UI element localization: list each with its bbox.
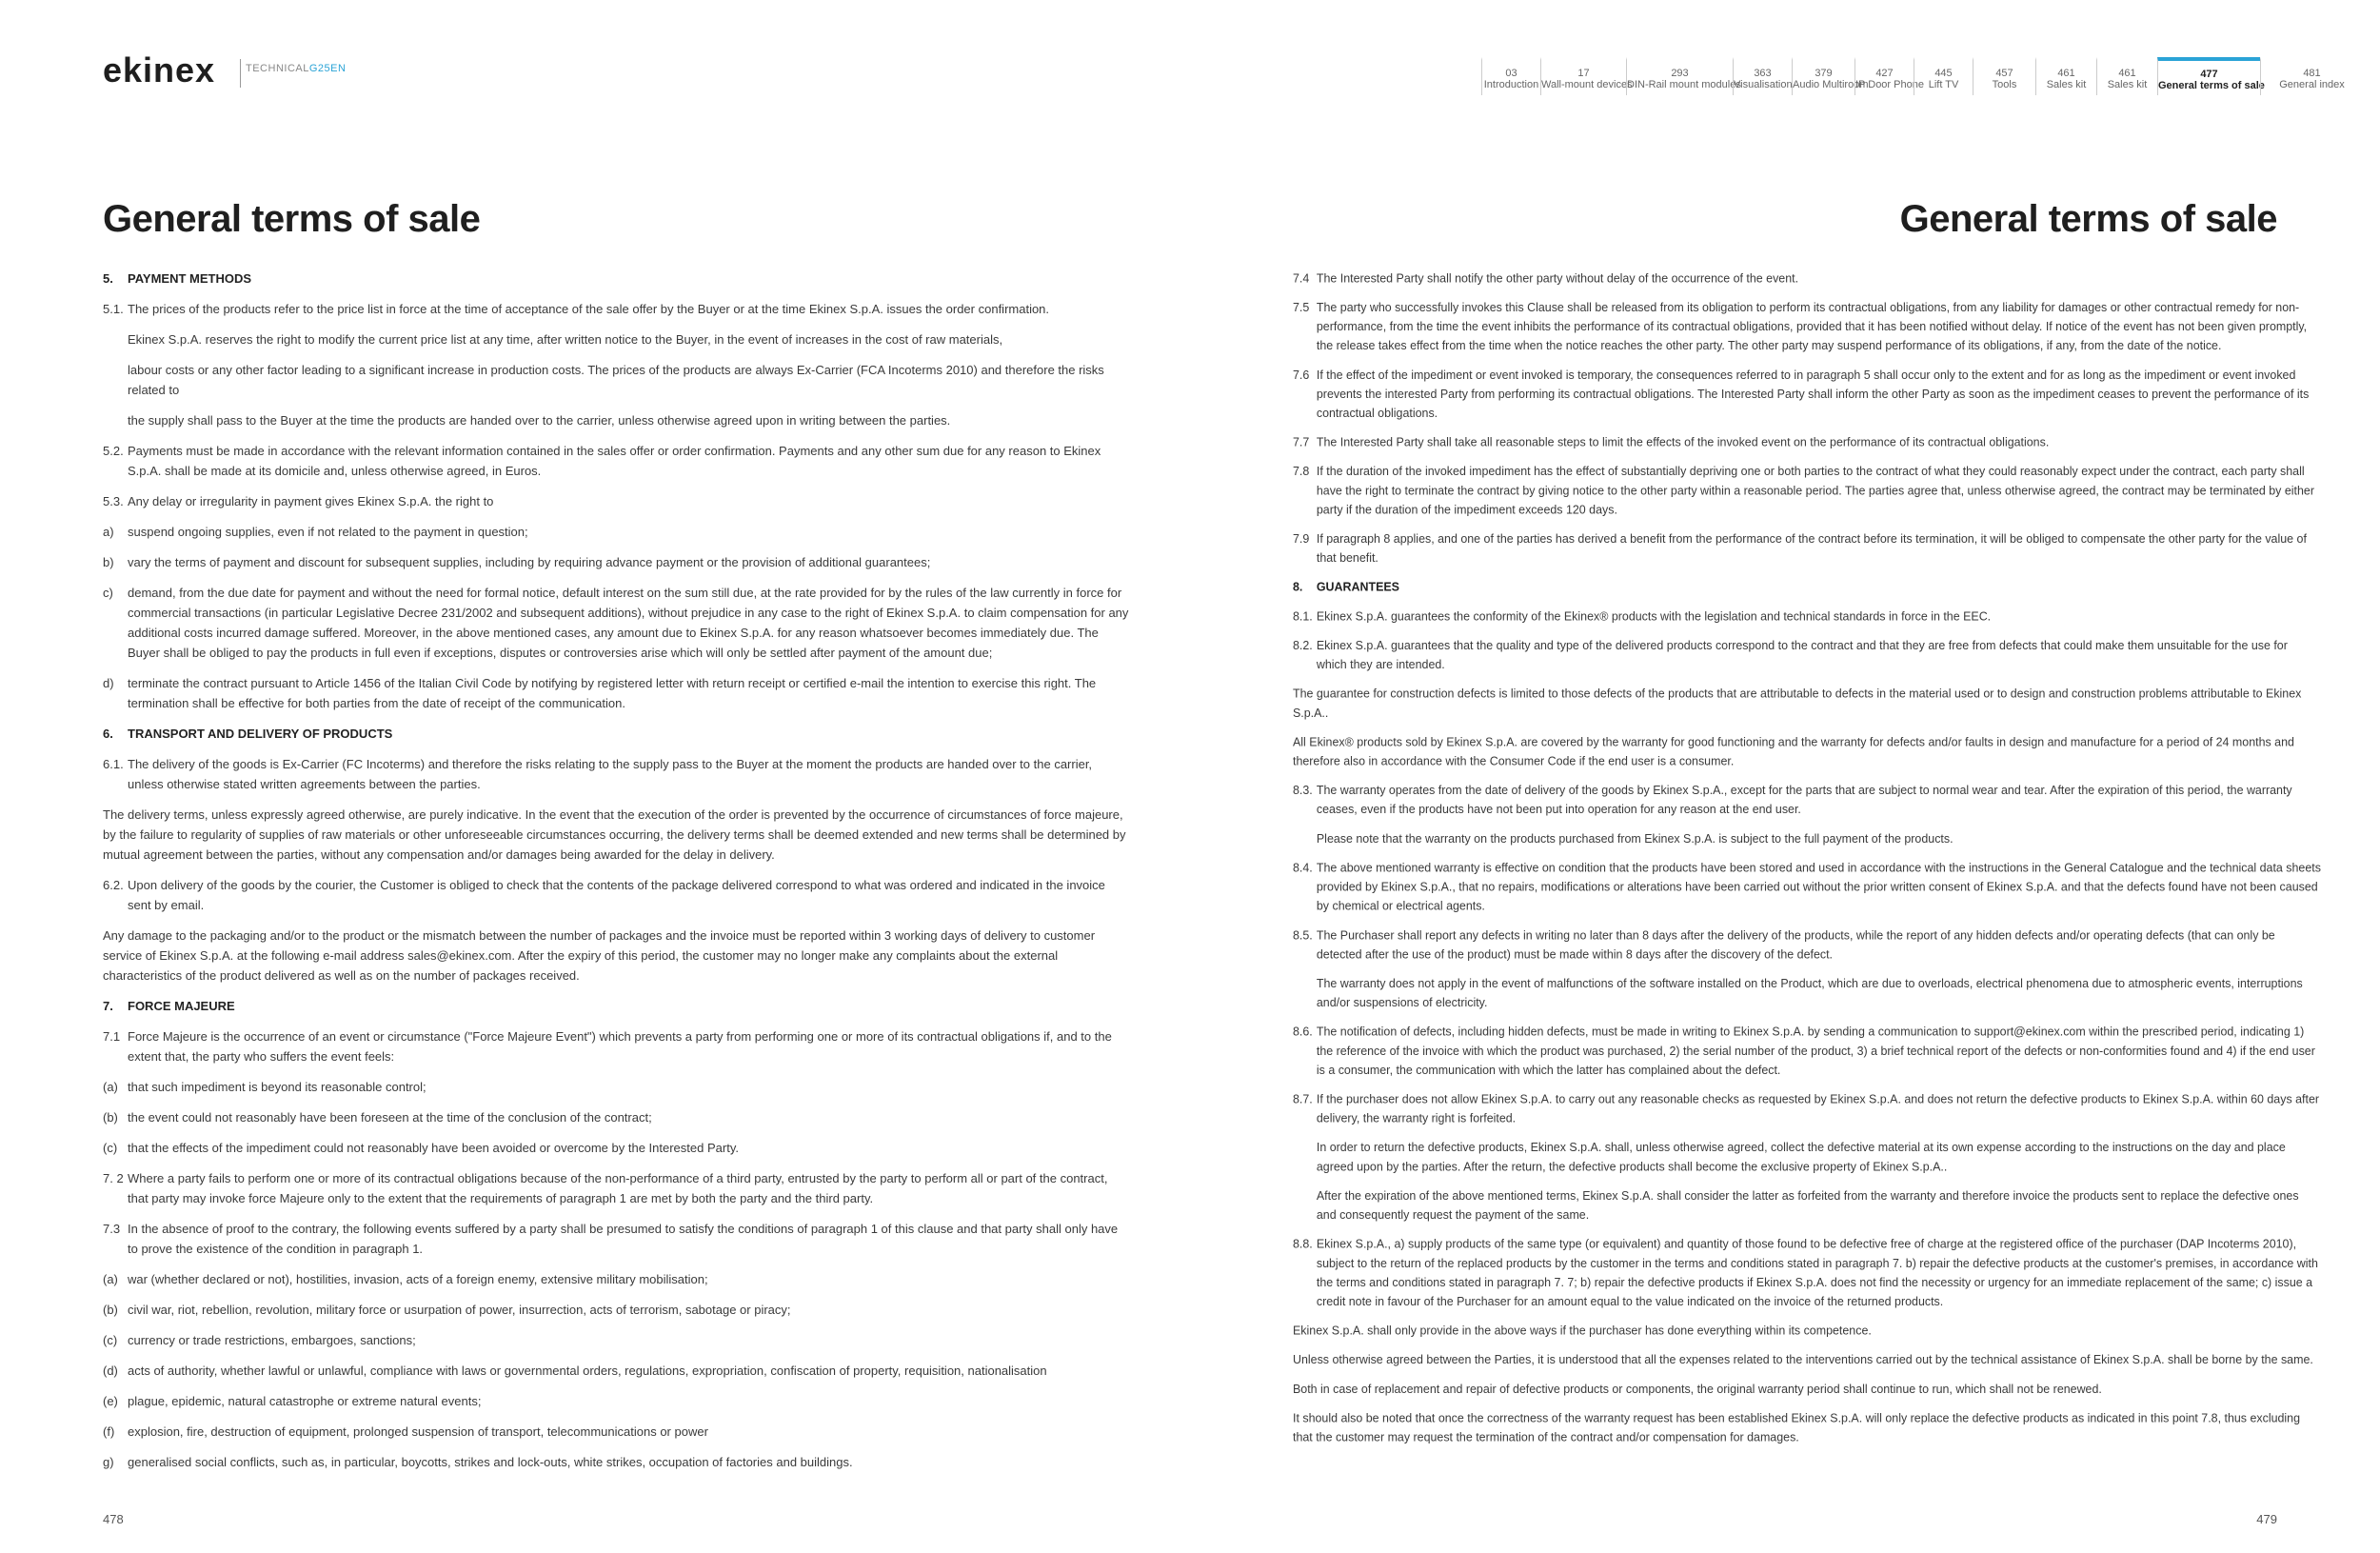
clause-number: 8.8.	[1293, 1237, 1313, 1251]
clause-text: Ekinex S.p.A. guarantees that the quality and type of the delivered products correspond to the contract and that they are free from defects that could make them unsuitable for the use for which they are intended.	[1316, 638, 2288, 671]
clause-item	[103, 1026, 1131, 1066]
section-number: 7.	[103, 999, 113, 1013]
clause-number: 8.3.	[1293, 783, 1313, 798]
clause-text: The delivery of the goods is Ex-Carrier (FC Incoterms) and therefore the risks relating to the supply pass to the Buyer at the moment the products are handed over to the carrier, unless otherwise stated written agreements between the parties.	[128, 757, 1093, 791]
tab-din-rail-mount-modules[interactable]	[1626, 57, 1741, 95]
tab-page-number: 461	[2118, 68, 2136, 79]
paragraph: Any damage to the packaging and/or to the product or the mismatch between the number of packages and the invoice must be reported within 3 working days of delivery to customer service of Ekinex S.p.A. at the following e-mail address sales@ekinex.com. After the expiry of this period, the customer may no longer make any complaints about the external characteristics of the product delivered as well as on the number of packages received.	[103, 928, 1096, 983]
clause-text: The above mentioned warranty is effective on condition that the products have been stored and used in accordance with the instructions in the General Catalogue and the technical data sheets provided by Ekinex S.p.A., that no repairs, modifications or alterations have been carried out without the prior written consent of Ekinex S.p.A. and that the defects found have not been caused by chemical or electrical agents.	[1316, 860, 2321, 913]
clause-number: 5.2.	[103, 444, 124, 458]
tab-ip-door-phone[interactable]	[1854, 57, 1924, 95]
clause-number: 6.2.	[103, 878, 124, 892]
section-number: 5.	[103, 271, 113, 286]
clause-number: 8.6.	[1293, 1025, 1313, 1039]
tab-label: DIN-Rail mount modules	[1627, 79, 1741, 90]
section-tabs	[1481, 57, 2363, 95]
tab-label: IP Door Phone	[1855, 79, 1924, 90]
clause-text: Any delay or irregularity in payment gives Ekinex S.p.A. the right to	[128, 494, 494, 508]
clause-item	[103, 1138, 1131, 1158]
clause-item	[103, 1391, 1131, 1411]
indented-paragraph: After the expiration of the above mentioned terms, Ekinex S.p.A. shall consider the latter as forfeited from the warranty and therefore invoice the products sent to replace the defective ones and consequently request the payment of the same.	[1316, 1188, 2299, 1222]
paragraph: It should also be noted that once the correctness of the warranty request has been established Ekinex S.p.A. will only replace the defective products as indicated in this point 7.8, thus excluding that the customer may request the termination of the contract and/or compensation for damages.	[1293, 1410, 2301, 1444]
paragraph: The guarantee for construction defects is limited to those defects of the products that are attributable to defects in the material used or to design and construction problems attributable to Ekinex S.p.A..	[1293, 687, 2302, 720]
tab-label: Sales kit	[2107, 79, 2148, 90]
tab-page-number: 457	[1995, 68, 2013, 79]
page-number-right: 479	[2256, 1512, 2277, 1526]
clause-text: war (whether declared or not), hostilities, invasion, acts of a foreign enemy, extensive military mobilisation;	[128, 1272, 708, 1286]
clause-number: 7.7	[1293, 435, 1310, 449]
section-heading	[103, 996, 1131, 1016]
clause-text: explosion, fire, destruction of equipment, prolonged suspension of transport, telecommunications or power	[128, 1424, 708, 1439]
clause-item	[1293, 607, 2321, 626]
indented-paragraph: The warranty does not apply in the event of malfunctions of the software installed on the Product, which are due to overloads, electrical phenomena due to atmospheric events, interruptions and/or suspensions of electricity.	[1316, 976, 2303, 1009]
clause-number: 7.8	[1293, 464, 1310, 479]
tab-sales-kit[interactable]	[2096, 57, 2157, 95]
clause-number: 7.5	[1293, 300, 1310, 314]
clause-item	[103, 441, 1131, 481]
clause-number: c)	[103, 586, 113, 600]
tab-page-number: 379	[1815, 68, 1833, 79]
clause-text: The prices of the products refer to the price list in force at the time of acceptance of the sale offer by the Buyer or at the time Ekinex S.p.A. issues the order confirmation.	[128, 302, 1050, 316]
clause-item	[1293, 1022, 2321, 1079]
section-title: FORCE MAJEURE	[128, 999, 235, 1013]
clause-text: the event could not reasonably have been foreseen at the time of the conclusion of the contract;	[128, 1110, 652, 1125]
clause-text: If the duration of the invoked impediment has the effect of substantially depriving one or both parties to the contract of what they could reasonably expect under the contract, each party shall have the right to terminate the contract by giving notice to the other party within a reasonable period. The parties agree that, unless otherwise agreed, the contract may be terminated by either party if the duration of the impediment exceeds 120 days.	[1316, 464, 2314, 517]
clause-number: 7. 2	[103, 1171, 124, 1185]
indented-paragraph: In order to return the defective products, Ekinex S.p.A. shall, unless otherwise agreed, collect the defective material at its own expense according to the instructions on the day and place agreed upon by the parties. After the return, the defective products shall become the exclusive property of Ekinex S.p.A..	[1316, 1140, 2286, 1174]
clause-item	[1293, 269, 2321, 288]
clause-text: The notification of defects, including hidden defects, must be made in writing to Ekinex S.p.A. by sending a communication to support@ekinex.com within the prescribed period, indicating 1) the reference of the invoice with which the product was purchased, 2) the serial number of the product, 3) a brief technical report of the defects or non-conformities found and 4) if the end user is a consumer, the communication with which the latter has complained about the defect.	[1316, 1025, 2315, 1077]
clause-text: The party who successfully invokes this Clause shall be released from its obligation to perform its contractual obligations, from any liability for damages or other contractual remedy for non-performance, from the time the event inhibits the performance of its contractual obligations, provided that it has been notified without delay. If notice of the event has not been given promptly, the release takes effect from the time when the notice reaches the other party. The other party may suspend performance of its obligations, if any, from the date of the notice.	[1316, 300, 2308, 353]
clause-item	[103, 522, 1131, 542]
clause-text: plague, epidemic, natural catastrophe or extreme natural events;	[128, 1394, 482, 1408]
clause-item	[103, 673, 1131, 713]
clause-text: that such impediment is beyond its reasonable control;	[128, 1080, 426, 1094]
indented-paragraph: Ekinex S.p.A. reserves the right to modify the current price list at any time, after written notice to the Buyer, in the event of increases in the cost of raw materials,	[128, 332, 1003, 347]
clause-number: (b)	[103, 1303, 118, 1317]
clause-text: The Interested Party shall take all reasonable steps to limit the effects of the invoked event on the performance of its contractual obligations.	[1316, 435, 2050, 449]
catalogue-accent: G25EN	[308, 63, 347, 74]
clause-item	[1293, 462, 2321, 519]
tab-lift-tv[interactable]	[1914, 57, 1973, 95]
clause-number: (c)	[103, 1141, 118, 1155]
clause-number: 5.3.	[103, 494, 124, 508]
tab-label: Wall-mount devices	[1541, 79, 1633, 90]
clause-number: 7.4	[1293, 270, 1310, 286]
clause-text: If the effect of the impediment or event invoked is temporary, the consequences referred to in paragraph 5 shall occur only to the extent and for as long as the impediment or event invoked prevents the interested Party from performing its contractual obligations. The Interested Party shall inform the other Party as soon as the impediment ceases to prevent the performance of its contractual obligations.	[1316, 368, 2310, 420]
clause-item	[103, 1330, 1131, 1350]
clause-number: 6.1.	[103, 757, 124, 771]
right-page-content	[1293, 269, 2321, 1457]
clause-number: g)	[103, 1455, 114, 1469]
tab-label: General terms of sale	[2158, 80, 2265, 91]
tab-page-number: 293	[1671, 68, 1689, 79]
tab-label: Visualisation	[1734, 79, 1793, 90]
clause-text: The Purchaser shall report any defects in writing no later than 8 days after the delivery of the products, while the report of any hidden defects and/or operating defects (that can only be detected after the use of the product) must be made within 8 days after the discovery of the defect.	[1316, 927, 2275, 962]
clause-item	[103, 875, 1131, 915]
paragraph: All Ekinex® products sold by Ekinex S.p.A. are covered by the warranty for good functioning and the warranty for defects and/or faults in design and manufacture for a period of 24 months and therefore also in accordance with the Consumer Code if the end user is a consumer.	[1293, 734, 2294, 768]
tab-label: General index	[2279, 79, 2345, 90]
clause-text: Ekinex S.p.A. guarantees the conformity of the Ekinex® products with the legislation and technical standards in force in the EEC.	[1316, 608, 1992, 624]
clause-item	[103, 1077, 1131, 1097]
catalogue-prefix: TECHNICAL	[246, 63, 309, 74]
clause-number: (f)	[103, 1424, 115, 1439]
tab-general-terms-of-sale[interactable]	[2157, 57, 2265, 95]
clause-number: 8.1.	[1293, 608, 1313, 624]
paragraph: Unless otherwise agreed between the Parties, it is understood that all the expenses related to the interventions carried out by the technical assistance of Ekinex S.p.A. shall be borne by the same.	[1293, 1352, 2313, 1367]
tab-audio-multiroom[interactable]	[1792, 57, 1869, 95]
clause-number: 8.4.	[1293, 860, 1313, 875]
clause-number: 5.1.	[103, 302, 124, 316]
tab-page-number: 03	[1505, 68, 1517, 79]
paragraph: Ekinex S.p.A. shall only provide in the above ways if the purchaser has done everything within its competence.	[1293, 1324, 1872, 1338]
tab-label: Introduction	[1483, 79, 1539, 90]
clause-item	[1293, 926, 2321, 964]
clause-number: 8.5.	[1293, 927, 1313, 943]
clause-item	[1293, 636, 2321, 674]
clause-text: Where a party fails to perform one or more of its contractual obligations because of the non-performance of a third party, entrusted by the party to perform all or part of the contract, that party may invoke force Majeure only to the extent that the requirements of paragraph 1 are met by both the party and the third party.	[128, 1171, 1108, 1205]
tab-sales-kit[interactable]	[2035, 57, 2096, 95]
clause-item	[103, 491, 1131, 511]
page-title-left: General terms of sale	[103, 198, 481, 240]
section-title: TRANSPORT AND DELIVERY OF PRODUCTS	[128, 727, 393, 741]
tab-introduction[interactable]	[1481, 57, 1540, 95]
tab-general-index[interactable]	[2260, 57, 2363, 95]
tab-label: Lift TV	[1928, 79, 1959, 90]
indented-paragraph: Please note that the warranty on the products purchased from Ekinex S.p.A. is subject to the full payment of the products.	[1316, 831, 1954, 846]
clause-number: (e)	[103, 1394, 118, 1408]
clause-item	[103, 1452, 1131, 1472]
paragraph: Both in case of replacement and repair of defective products or components, the original warranty period shall continue to run, which shall not be renewed.	[1293, 1382, 2102, 1396]
tab-page-number: 445	[1934, 68, 1953, 79]
left-page-content	[103, 269, 1131, 1483]
clause-item	[103, 1219, 1131, 1259]
clause-number: 7.3	[103, 1222, 121, 1236]
clause-text: The Interested Party shall notify the other party without delay of the occurrence of the event.	[1316, 270, 1799, 286]
paragraph: The delivery terms, unless expressly agreed otherwise, are purely indicative. In the event that the execution of the order is prevented by the occurrence of circumstances of force majeure, by the failure to regularity of supplies of raw materials or other unforeseeable circumstances occurring, the delivery terms shall be deemed extended and new terms shall be determined by mutual agreement between the parties, without any compensation and/or damages being awarded for the delay in delivery.	[103, 807, 1126, 862]
clause-number: 8.7.	[1293, 1092, 1313, 1106]
logo-divider	[240, 59, 241, 88]
clause-item	[103, 299, 1131, 319]
tab-visualisation[interactable]	[1733, 57, 1792, 95]
clause-item	[103, 1361, 1131, 1381]
page-title-right: General terms of sale	[1899, 198, 2277, 240]
clause-number: 7.9	[1293, 531, 1310, 546]
clause-item	[103, 583, 1131, 663]
clause-item	[1293, 1234, 2321, 1310]
clause-item	[1293, 529, 2321, 567]
clause-number: (a)	[103, 1080, 118, 1094]
clause-text: demand, from the due date for payment and without the need for formal notice, default interest on the sum still due, at the rate provided for by the rules of the law currently in force for commercial transactions (in particular Legislative Decree 231/2002 and subsequent additions), without prejudice in any case to the right of Ekinex S.p.A. to claim compensation for any additional costs incurred damage suffered. Moreover, in the above mentioned cases, any amount due to Ekinex S.p.A. for any reason whatsoever becomes immediately due. The Buyer shall be obliged to pay the products in full even if exceptions, disputes or controversies arise which will only be settled after payment of the amount due;	[128, 586, 1129, 660]
clause-text: Ekinex S.p.A., a) supply products of the same type (or equivalent) and quantity of those found to be defective free of charge at the registered office of the purchaser (DAP Incoterms 2010), subject to the return of the replaced products by the customer in the terms and conditions stated in paragraph 7. b) repair the defective products at the customer's premises, in accordance with the terms and conditions stated in paragraph 7. 7; b) repair the defective products if Ekinex S.p.A. does not find the necessity or urgency for an immediate replacement of the same; c) issue a credit note in favour of the Purchaser for an amount equal to the value indicated on the invoice of the returned products.	[1316, 1237, 2318, 1308]
clause-text: suspend ongoing supplies, even if not related to the payment in question;	[128, 525, 528, 539]
clause-text: Payments must be made in accordance with the relevant information contained in the sales offer or order confirmation. Payments and any other sum due for any reason to Ekinex S.p.A. shall be made at its domicile and, unless otherwise agreed, in Euros.	[128, 444, 1101, 478]
clause-text: The warranty operates from the date of delivery of the goods by Ekinex S.p.A., except for the parts that are subject to normal wear and tear. After the expiration of this period, the warranty ceases, even if the products have not been put into operation for any reason at the end user.	[1316, 783, 2292, 817]
clause-text: Force Majeure is the occurrence of an event or circumstance ("Force Majeure Event") which prevents a party from performing one or more of its contractual obligations if, and to the extent that, the party who suffers the event feels:	[128, 1029, 1112, 1064]
clause-item	[1293, 298, 2321, 355]
clause-number: a)	[103, 525, 114, 539]
clause-item	[103, 1300, 1131, 1320]
page-number-left: 478	[103, 1512, 124, 1526]
clause-item	[1293, 781, 2321, 819]
tab-page-number: 461	[2057, 68, 2075, 79]
clause-number: 7.1	[103, 1029, 121, 1044]
tab-page-number: 427	[1875, 68, 1894, 79]
clause-text: civil war, riot, rebellion, revolution, military force or usurpation of power, insurrection, acts of terrorism, sabotage or piracy;	[128, 1303, 791, 1317]
clause-text: vary the terms of payment and discount for subsequent supplies, including by requiring advance payment or the provision of additional guarantees;	[128, 555, 931, 569]
clause-item	[103, 552, 1131, 572]
clause-text: that the effects of the impediment could not reasonably have been avoided or overcome by the Interested Party.	[128, 1141, 739, 1155]
page-header	[0, 0, 2380, 105]
clause-number: (b)	[103, 1110, 118, 1125]
section-heading	[1293, 577, 2321, 596]
indented-paragraph: labour costs or any other factor leading to a significant increase in production costs. The prices of the products are always Ex-Carrier (FCA Incoterms 2010) and therefore the risks related to	[128, 363, 1104, 397]
clause-number: d)	[103, 676, 114, 690]
clause-text: currency or trade restrictions, embargoes, sanctions;	[128, 1333, 416, 1347]
clause-item	[1293, 1089, 2321, 1127]
tab-page-number: 481	[2303, 68, 2321, 79]
tab-label: Tools	[1992, 79, 2017, 90]
section-title: GUARANTEES	[1316, 580, 1399, 594]
section-heading	[103, 724, 1131, 744]
clause-text: Upon delivery of the goods by the courier, the Customer is obliged to check that the contents of the package delivered correspond to what was ordered and indicated in the invoice sent by email.	[128, 878, 1105, 912]
clause-text: In the absence of proof to the contrary, the following events suffered by a party shall be presumed to satisfy the conditions of paragraph 1 of this clause and that party shall only have to prove the existence of the condition in paragraph 1.	[128, 1222, 1119, 1256]
clause-number: (d)	[103, 1364, 118, 1378]
tab-tools[interactable]	[1973, 57, 2035, 95]
tab-label: Sales kit	[2046, 79, 2087, 90]
clause-item	[103, 1168, 1131, 1208]
clause-item	[103, 754, 1131, 794]
tab-label: Audio Multiroom	[1793, 79, 1869, 90]
clause-text: acts of authority, whether lawful or unlawful, compliance with laws or governmental orders, regulations, expropriation, confiscation of property, requisition, nationalisation	[128, 1364, 1047, 1378]
section-title: PAYMENT METHODS	[128, 271, 252, 286]
tab-page-number: 17	[1577, 68, 1590, 79]
clause-number: b)	[103, 555, 114, 569]
ekinex-logo: ekinex	[103, 50, 216, 90]
tab-wall-mount-devices[interactable]	[1540, 57, 1633, 95]
clause-item	[103, 1107, 1131, 1127]
clause-item	[1293, 858, 2321, 915]
clause-item	[1293, 432, 2321, 451]
indented-paragraph: the supply shall pass to the Buyer at the time the products are handed over to the carrier, unless otherwise agreed upon in writing between the parties.	[128, 413, 951, 428]
tab-page-number: 477	[2200, 69, 2218, 80]
clause-number: (a)	[103, 1272, 118, 1286]
section-number: 6.	[103, 727, 113, 741]
clause-text: terminate the contract pursuant to Article 1456 of the Italian Civil Code by notifying by registered letter with return receipt or certified e-mail the intention to exercise this right. The termination shall be effective for both parties from the date of receipt of the communication.	[128, 676, 1097, 710]
clause-item	[1293, 365, 2321, 422]
clause-number: (c)	[103, 1333, 118, 1347]
clause-text: If paragraph 8 applies, and one of the parties has derived a benefit from the performance of the contract before its termination, it will be obliged to compensate the other party for the value of that benefit.	[1316, 531, 2307, 565]
section-heading	[103, 269, 1131, 289]
clause-number: 8.2.	[1293, 638, 1313, 652]
clause-item	[103, 1422, 1131, 1442]
clause-text: generalised social conflicts, such as, in particular, boycotts, strikes and lock-outs, white strikes, occupation of factories and buildings.	[128, 1455, 853, 1469]
clause-number: 7.6	[1293, 368, 1310, 382]
section-number: 8.	[1293, 580, 1303, 594]
clause-text: If the purchaser does not allow Ekinex S.p.A. to carry out any reasonable checks as requested by Ekinex S.p.A. and does not return the defective products to Ekinex S.p.A. within 60 days after delivery, the warranty right is forfeited.	[1316, 1092, 2320, 1125]
tab-page-number: 363	[1754, 68, 1772, 79]
clause-item	[103, 1269, 1131, 1289]
catalogue-code	[246, 63, 346, 74]
